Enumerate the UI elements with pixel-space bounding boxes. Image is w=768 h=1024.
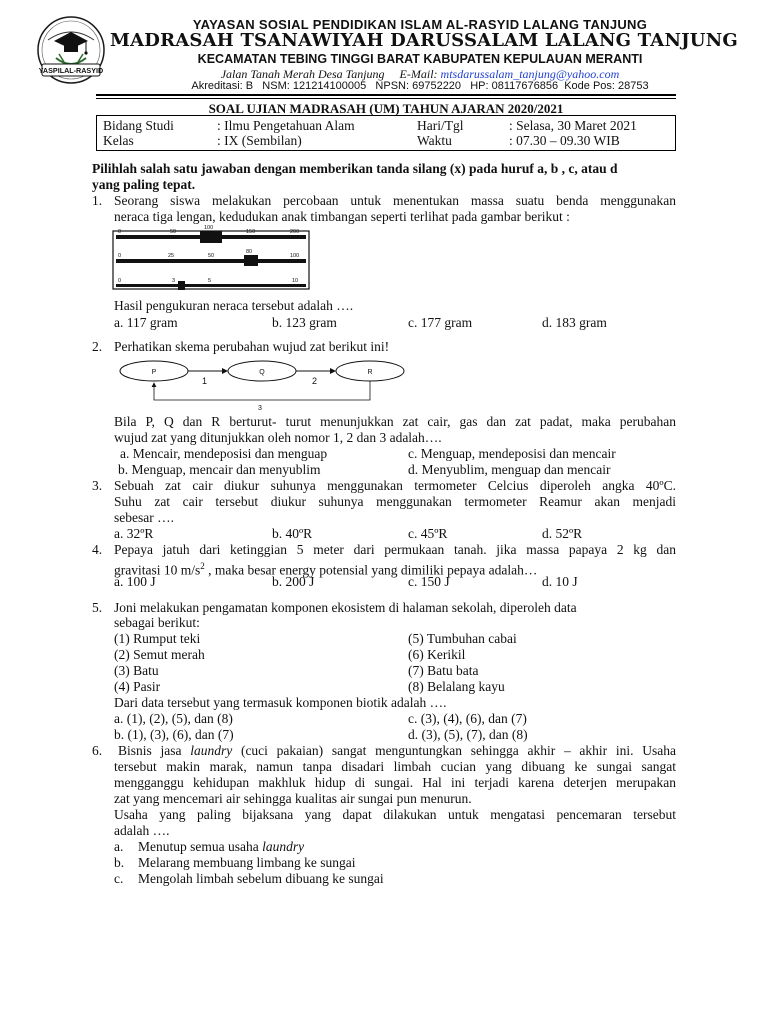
q3-option-c[interactable]: c. 45ºR <box>408 526 448 541</box>
q5-item-3: (3) Batu <box>114 663 159 678</box>
q6-text-line6: adalah …. <box>114 823 170 838</box>
accreditation-line <box>110 80 730 92</box>
q5-item-2: (2) Semut merah <box>114 647 205 662</box>
arm2-tick-25: 25 <box>168 253 175 259</box>
q5-item-7: (7) Batu bata <box>408 663 479 678</box>
arm3-tick-0: 0 <box>118 278 122 284</box>
q6-option-b-label: b. <box>114 855 125 870</box>
q6-text-line4: zat yang mencemari air sehingga kualitas air sungai pun menurun. <box>114 791 472 806</box>
q6-line1-a: Bisnis jasa <box>118 743 191 758</box>
q6-text-line3: mengganggu kehidupan makhluk hidup di sungai. Hal ini terjadi karena deterjen merupakan <box>114 775 676 790</box>
q6-option-a-label: a. <box>114 839 124 854</box>
time-value: : 07.30 – 09.30 WIB <box>509 133 620 148</box>
arm3-tick-3: 3 <box>172 278 176 284</box>
q4-text-line2 <box>114 558 537 579</box>
q5-option-a[interactable]: a. (1), (2), (5), dan (8) <box>114 711 233 726</box>
q1-option-b[interactable]: b. 123 gram <box>272 315 337 330</box>
q6-line1-italic: laundry <box>190 743 233 758</box>
q3-number: 3. <box>92 478 103 493</box>
arm2-tick-0: 0 <box>118 253 122 259</box>
class-label: Kelas <box>103 133 134 148</box>
q5-option-c[interactable]: c. (3), (4), (6), dan (7) <box>408 711 527 726</box>
q4-option-b[interactable]: b. 200 J <box>272 574 315 589</box>
subject-value: : Ilmu Pengetahuan Alam <box>217 118 355 133</box>
q6-text-line5: Usaha yang paling bijaksana yang dapat dilakukan untuk mengatasi pencemaran tersebut <box>114 807 676 822</box>
q1-option-c[interactable]: c. 177 gram <box>408 315 473 330</box>
q6-option-c-label: c. <box>114 871 124 886</box>
node-q: Q <box>259 369 265 376</box>
arm2-rider <box>244 255 258 266</box>
q5-number: 5. <box>92 600 103 615</box>
q5-option-d[interactable]: d. (3), (5), (7), dan (8) <box>408 727 528 742</box>
triple-beam-balance-figure <box>112 224 312 292</box>
q6-option-a-italic: laundry <box>262 839 305 854</box>
arm1-tick-0: 0 <box>118 229 122 235</box>
state-change-diagram <box>118 358 418 414</box>
q3-option-d[interactable]: d. 52ºR <box>542 526 583 541</box>
q3-text-line1: Sebuah zat cair diukur suhunya menggunakan termometer Celcius diperoleh angka 40ºC. <box>114 478 676 493</box>
q5-text-line2: sebagai berikut: <box>114 615 200 630</box>
q4-option-a[interactable]: a. 100 J <box>114 574 156 589</box>
q5-item-6: (6) Kerikil <box>408 647 466 662</box>
q1-number: 1. <box>92 193 103 208</box>
q6-text-line2: tersebut makin marak, namun tanpa disadari limbah cucian yang dibuang ke sungai sangat <box>114 759 676 774</box>
q4-superscript: 2 <box>200 561 205 571</box>
q5-item-8: (8) Belalang kayu <box>408 679 505 694</box>
q6-option-b[interactable]: Melarang membuang limbang ke sungai <box>138 855 356 870</box>
time-label: Waktu <box>417 133 452 148</box>
q6-option-a[interactable] <box>138 839 304 855</box>
q5-option-b[interactable]: b. (1), (3), (6), dan (7) <box>114 727 234 742</box>
arm3-tick-10: 10 <box>292 278 299 284</box>
school-name: MADRASAH TSANAWIYAH DARUSSALAM LALANG TANJUNG <box>110 30 738 51</box>
day-value: : Selasa, 30 Maret 2021 <box>509 118 637 133</box>
q4-text-line2a: gravitasi 10 m/s <box>114 562 201 578</box>
subject-label: Bidang Studi <box>103 118 174 133</box>
q1-question: Hasil pengukuran neraca tersebut adalah …. <box>114 298 354 313</box>
q2-option-b[interactable]: b. Menguap, mencair dan menyublim <box>118 462 321 477</box>
q1-option-a[interactable]: a. 117 gram <box>114 315 178 330</box>
q4-option-d[interactable]: d. 10 J <box>542 574 578 589</box>
arm2-tick-80: 80 <box>246 249 253 255</box>
q4-text-line1: Pepaya jatuh dari ketinggian 5 meter dari permukaan tanah. jika massa papaya 2 kg dan <box>114 542 676 557</box>
class-value: : IX (Sembilan) <box>217 133 302 148</box>
day-label: Hari/Tgl <box>417 118 464 133</box>
q3-text-line2: Suhu zat cair tersebut diukur suhunya menggunakan termometer Reamur akan menjadi <box>114 494 676 509</box>
q3-option-b[interactable]: b. 40ºR <box>272 526 313 541</box>
q2-text-line3: wujud zat yang ditunjukkan oleh nomor 1, 2 dan 3 adalah…. <box>114 430 442 445</box>
header-rule-thin <box>96 98 676 99</box>
q2-option-c[interactable]: c. Menguap, mendeposisi dan mencair <box>408 446 616 461</box>
header-rule-thick <box>96 94 676 96</box>
q2-option-a[interactable]: a. Mencair, mendeposisi dan menguap <box>120 446 328 461</box>
arm1-rider <box>200 231 222 243</box>
q5-item-4: (4) Pasir <box>114 679 161 694</box>
q1-option-d[interactable]: d. 183 gram <box>542 315 607 330</box>
arm2-tick-50: 50 <box>208 253 215 259</box>
arrow-label-1: 1 <box>202 376 208 386</box>
q5-item-1: (1) Rumput teki <box>114 631 201 646</box>
instructions-line1: Pilihlah salah satu jawaban dengan memberikan tanda silang (x) pada huruf a, b , c, atau d <box>92 161 618 176</box>
school-logo <box>34 14 108 88</box>
q3-text-line3: sebesar …. <box>114 510 174 525</box>
q6-option-a-text: Menutup semua usaha <box>138 839 263 854</box>
address-text: Jalan Tanah Merah Desa Tanjung <box>220 67 385 81</box>
arm3-rider <box>178 281 185 290</box>
q1-text-line2: neraca tiga lengan, kedudukan anak timbangan seperti terlihat pada gambar berikut : <box>114 209 570 224</box>
q5-item-5: (5) Tumbuhan cabai <box>408 631 517 646</box>
q4-number: 4. <box>92 542 103 557</box>
logo-banner-text: YASPILAL-RASYID <box>38 66 104 75</box>
arrow-label-2: 2 <box>312 376 318 386</box>
q5-question: Dari data tersebut yang termasuk komponen biotik adalah …. <box>114 695 447 710</box>
q2-number: 2. <box>92 339 103 354</box>
q6-option-c[interactable]: Mengolah limbah sebelum dibuang ke sungai <box>138 871 384 886</box>
exam-info-box <box>96 115 676 151</box>
q2-text-line1: Perhatikan skema perubahan wujud zat berikut ini! <box>114 339 390 354</box>
email-link[interactable]: mtsdarussalam_tanjung@yahoo.com <box>440 67 620 81</box>
arm1-tick-150: 150 <box>246 229 256 235</box>
arm2-tick-100: 100 <box>290 253 300 259</box>
q4-option-c[interactable]: c. 150 J <box>408 574 450 589</box>
q6-text-line1 <box>118 743 676 759</box>
q6-number: 6. <box>92 743 103 758</box>
arm1-tick-100: 100 <box>204 225 214 231</box>
q3-option-a[interactable]: a. 32ºR <box>114 526 154 541</box>
arm3-tick-5: 5 <box>208 278 212 284</box>
email-label: E-Mail: <box>399 67 438 81</box>
arm1-tick-200: 200 <box>290 229 300 235</box>
exam-title: SOAL UJIAN MADRASAH (UM) TAHUN AJARAN 2020/2021 <box>208 101 564 116</box>
q2-text-line2: Bila P, Q dan R berturut- turut menunjukkan zat cair, gas dan zat padat, maka perubahan <box>114 414 676 429</box>
arrow-label-3: 3 <box>258 405 262 412</box>
q5-text-line1: Joni melakukan pengamatan komponen ekosistem di halaman sekolah, diperoleh data <box>114 600 577 615</box>
foundation-name: YAYASAN SOSIAL PENDIDIKAN ISLAM AL-RASYID LALANG TANJUNG <box>192 17 648 32</box>
accreditation-text: Akreditasi: B NSM: 121214100005 NPSN: 69752220 HP: 08117676856 Kode Pos: 28753 <box>191 80 649 92</box>
instructions-line2: yang paling tepat. <box>92 177 196 192</box>
arm1-tick-50: 50 <box>170 229 177 235</box>
node-r: R <box>367 369 373 376</box>
node-p: P <box>151 369 157 376</box>
q6-line1-b: (cuci pakaian) sangat menguntungkan sehingga akhir – akhir ini. Usaha <box>232 743 676 758</box>
district-line: KECAMATAN TEBING TINGGI BARAT KABUPATEN KEPULAUAN MERANTI <box>197 52 643 66</box>
q1-text-line1: Seorang siswa melakukan percobaan untuk menentukan massa suatu benda menggunakan <box>114 193 676 208</box>
q2-option-d[interactable]: d. Menyublim, menguap dan mencair <box>408 462 611 477</box>
q4-text-line2b: , maka besar energy potensial yang dimiliki pepaya adalah… <box>204 562 538 578</box>
